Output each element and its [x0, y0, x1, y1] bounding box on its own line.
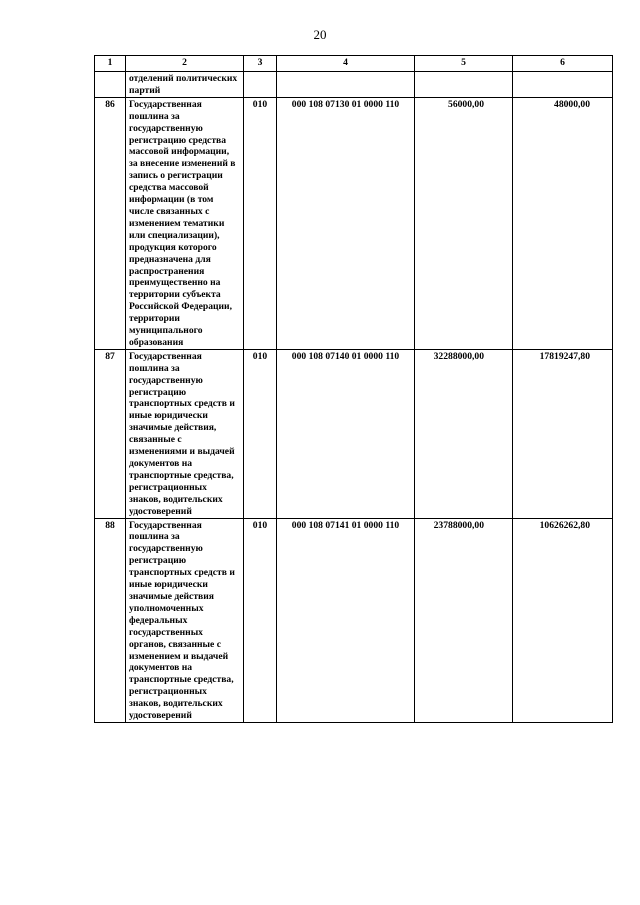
- cell-code: 010: [244, 349, 277, 518]
- cell-plan: 56000,00: [415, 97, 513, 349]
- cell-code: [244, 72, 277, 98]
- cell-num: 87: [95, 349, 126, 518]
- column-header: 1: [95, 56, 126, 72]
- cell-name: Государственная пошлина за государственную регистрацию средства массовой информации, за внесение изменений в запись о регистрации средства массовой информации (в том числе связанных с изменением тематики или специализации), продукция которого предназначена для распространения преимущественно на территории субъекта Российской Федерации, территории муниципального образования: [126, 97, 244, 349]
- table-row: [95, 349, 613, 518]
- cell-name: отделений политических партий: [126, 72, 244, 98]
- column-header: 6: [513, 56, 613, 72]
- column-header: 3: [244, 56, 277, 72]
- cell-name: Государственная пошлина за государственную регистрацию транспортных средств и иные юридически значимые действия, связанные с изменениями и выдачей документов на транспортные средства, регистрационных знаков, водительских удостоверений: [126, 349, 244, 518]
- cell-code: 010: [244, 518, 277, 722]
- cell-code: 010: [244, 97, 277, 349]
- cell-fact: 48000,00: [513, 97, 613, 349]
- page-number: 20: [313, 27, 327, 42]
- cell-kbk: 000 108 07130 01 0000 110: [277, 97, 415, 349]
- cell-kbk: 000 108 07141 01 0000 110: [277, 518, 415, 722]
- cell-plan: 32288000,00: [415, 349, 513, 518]
- column-header: 2: [126, 56, 244, 72]
- cell-plan: 23788000,00: [415, 518, 513, 722]
- cell-num: 86: [95, 97, 126, 349]
- cell-fact: [513, 72, 613, 98]
- table-row-continuation: [95, 72, 613, 98]
- cell-fact: 10626262,80: [513, 518, 613, 722]
- cell-plan: [415, 72, 513, 98]
- table-row: [95, 97, 613, 349]
- cell-num: [95, 72, 126, 98]
- cell-fact: 17819247,80: [513, 349, 613, 518]
- column-header: 4: [277, 56, 415, 72]
- cell-num: 88: [95, 518, 126, 722]
- column-header: 5: [415, 56, 513, 72]
- table-row: [95, 518, 613, 722]
- revenue-table: [94, 55, 613, 723]
- table-header-row: [95, 56, 613, 72]
- cell-name: Государственная пошлина за государственную регистрацию транспортных средств и иные юридически значимые действия уполномоченных федеральных государственных органов, связанные с изменением и выдачей документов на транспортные средства, регистрационных знаков, водительских удостоверений: [126, 518, 244, 722]
- cell-kbk: 000 108 07140 01 0000 110: [277, 349, 415, 518]
- cell-kbk: [277, 72, 415, 98]
